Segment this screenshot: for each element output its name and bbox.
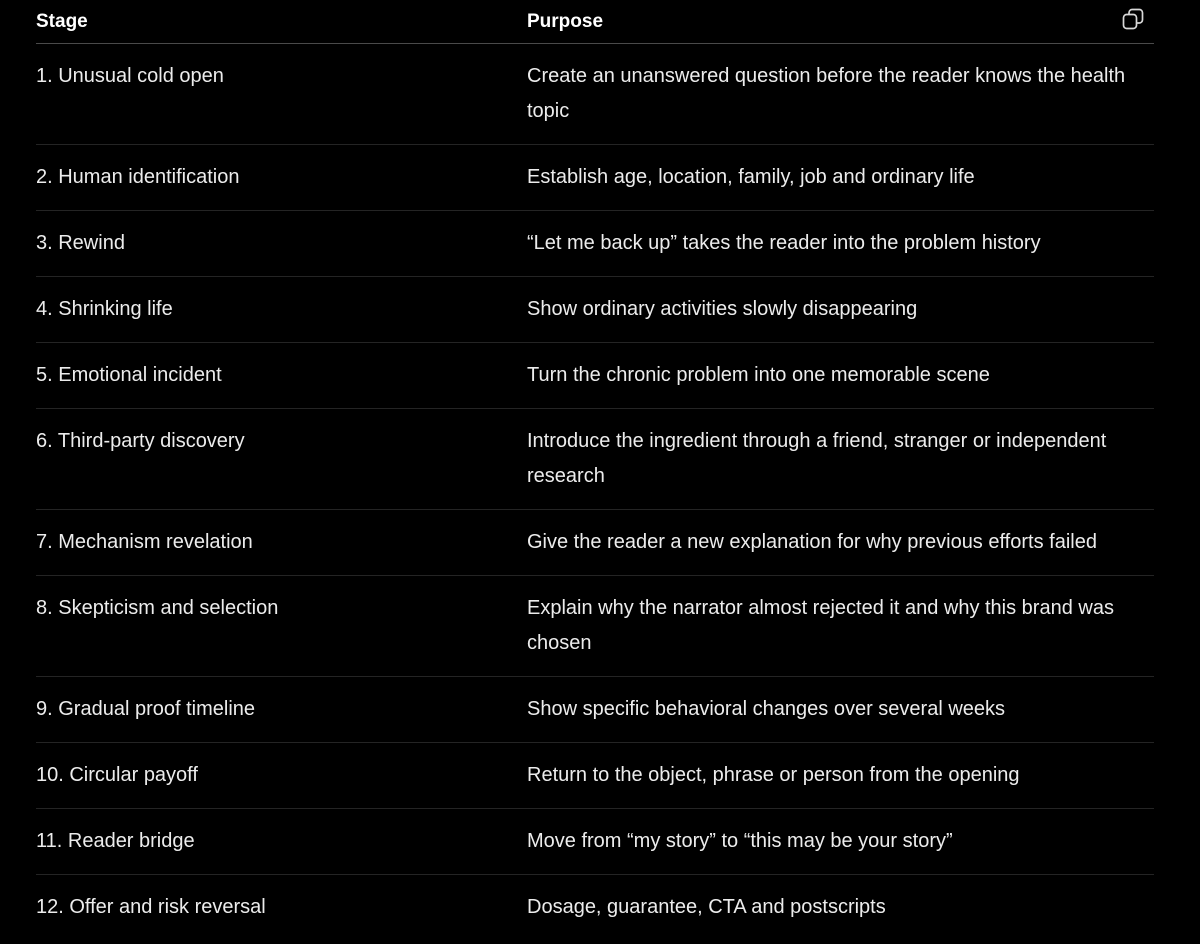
table-row xyxy=(36,576,1154,677)
table-row xyxy=(36,875,1154,941)
table-header-row xyxy=(36,0,1154,44)
stages-table-container xyxy=(36,0,1154,940)
table-row xyxy=(36,44,1154,145)
purpose-cell: Turn the chronic problem into one memorable scene xyxy=(527,343,1154,409)
purpose-cell: Introduce the ingredient through a friend, stranger or independent research xyxy=(527,409,1154,510)
purpose-cell: Move from “my story” to “this may be your story” xyxy=(527,809,1154,875)
stage-cell: 4. Shrinking life xyxy=(36,277,527,343)
copy-table-button[interactable] xyxy=(1121,7,1145,31)
table-row xyxy=(36,743,1154,809)
purpose-cell: Show specific behavioral changes over several weeks xyxy=(527,677,1154,743)
stage-cell: 12. Offer and risk reversal xyxy=(36,896,266,918)
stage-cell: 8. Skepticism and selection xyxy=(36,576,527,677)
table-row xyxy=(36,145,1154,211)
column-header-purpose: Purpose xyxy=(527,0,1154,44)
purpose-cell: Establish age, location, family, job and ordinary life xyxy=(527,145,1154,211)
stage-cell: 1. Unusual cold open xyxy=(36,44,527,145)
stage-cell: 2. Human identification xyxy=(36,145,527,211)
table-row xyxy=(36,211,1154,277)
purpose-cell: Show ordinary activities slowly disappearing xyxy=(527,277,1154,343)
copy-icon xyxy=(1121,7,1145,31)
purpose-cell: Create an unanswered question before the reader knows the health topic xyxy=(527,44,1154,145)
stage-cell: 9. Gradual proof timeline xyxy=(36,677,527,743)
purpose-cell: Dosage, guarantee, CTA and postscripts xyxy=(527,896,886,918)
table-row xyxy=(36,510,1154,576)
stages-table xyxy=(36,0,1154,940)
stage-cell: 3. Rewind xyxy=(36,211,527,277)
table-row xyxy=(36,343,1154,409)
stage-cell: 10. Circular payoff xyxy=(36,743,527,809)
table-row xyxy=(36,809,1154,875)
stage-cell: 6. Third-party discovery xyxy=(36,409,527,510)
stage-cell: 11. Reader bridge xyxy=(36,809,527,875)
stage-cell: 5. Emotional incident xyxy=(36,343,527,409)
purpose-cell: Return to the object, phrase or person from the opening xyxy=(527,743,1154,809)
purpose-cell: “Let me back up” takes the reader into the problem history xyxy=(527,211,1154,277)
table-row xyxy=(36,677,1154,743)
purpose-cell: Give the reader a new explanation for why previous efforts failed xyxy=(527,510,1154,576)
purpose-cell: Explain why the narrator almost rejected it and why this brand was chosen xyxy=(527,576,1154,677)
stage-cell: 7. Mechanism revelation xyxy=(36,510,527,576)
column-header-stage: Stage xyxy=(36,0,527,44)
table-row xyxy=(36,409,1154,510)
table-row xyxy=(36,277,1154,343)
